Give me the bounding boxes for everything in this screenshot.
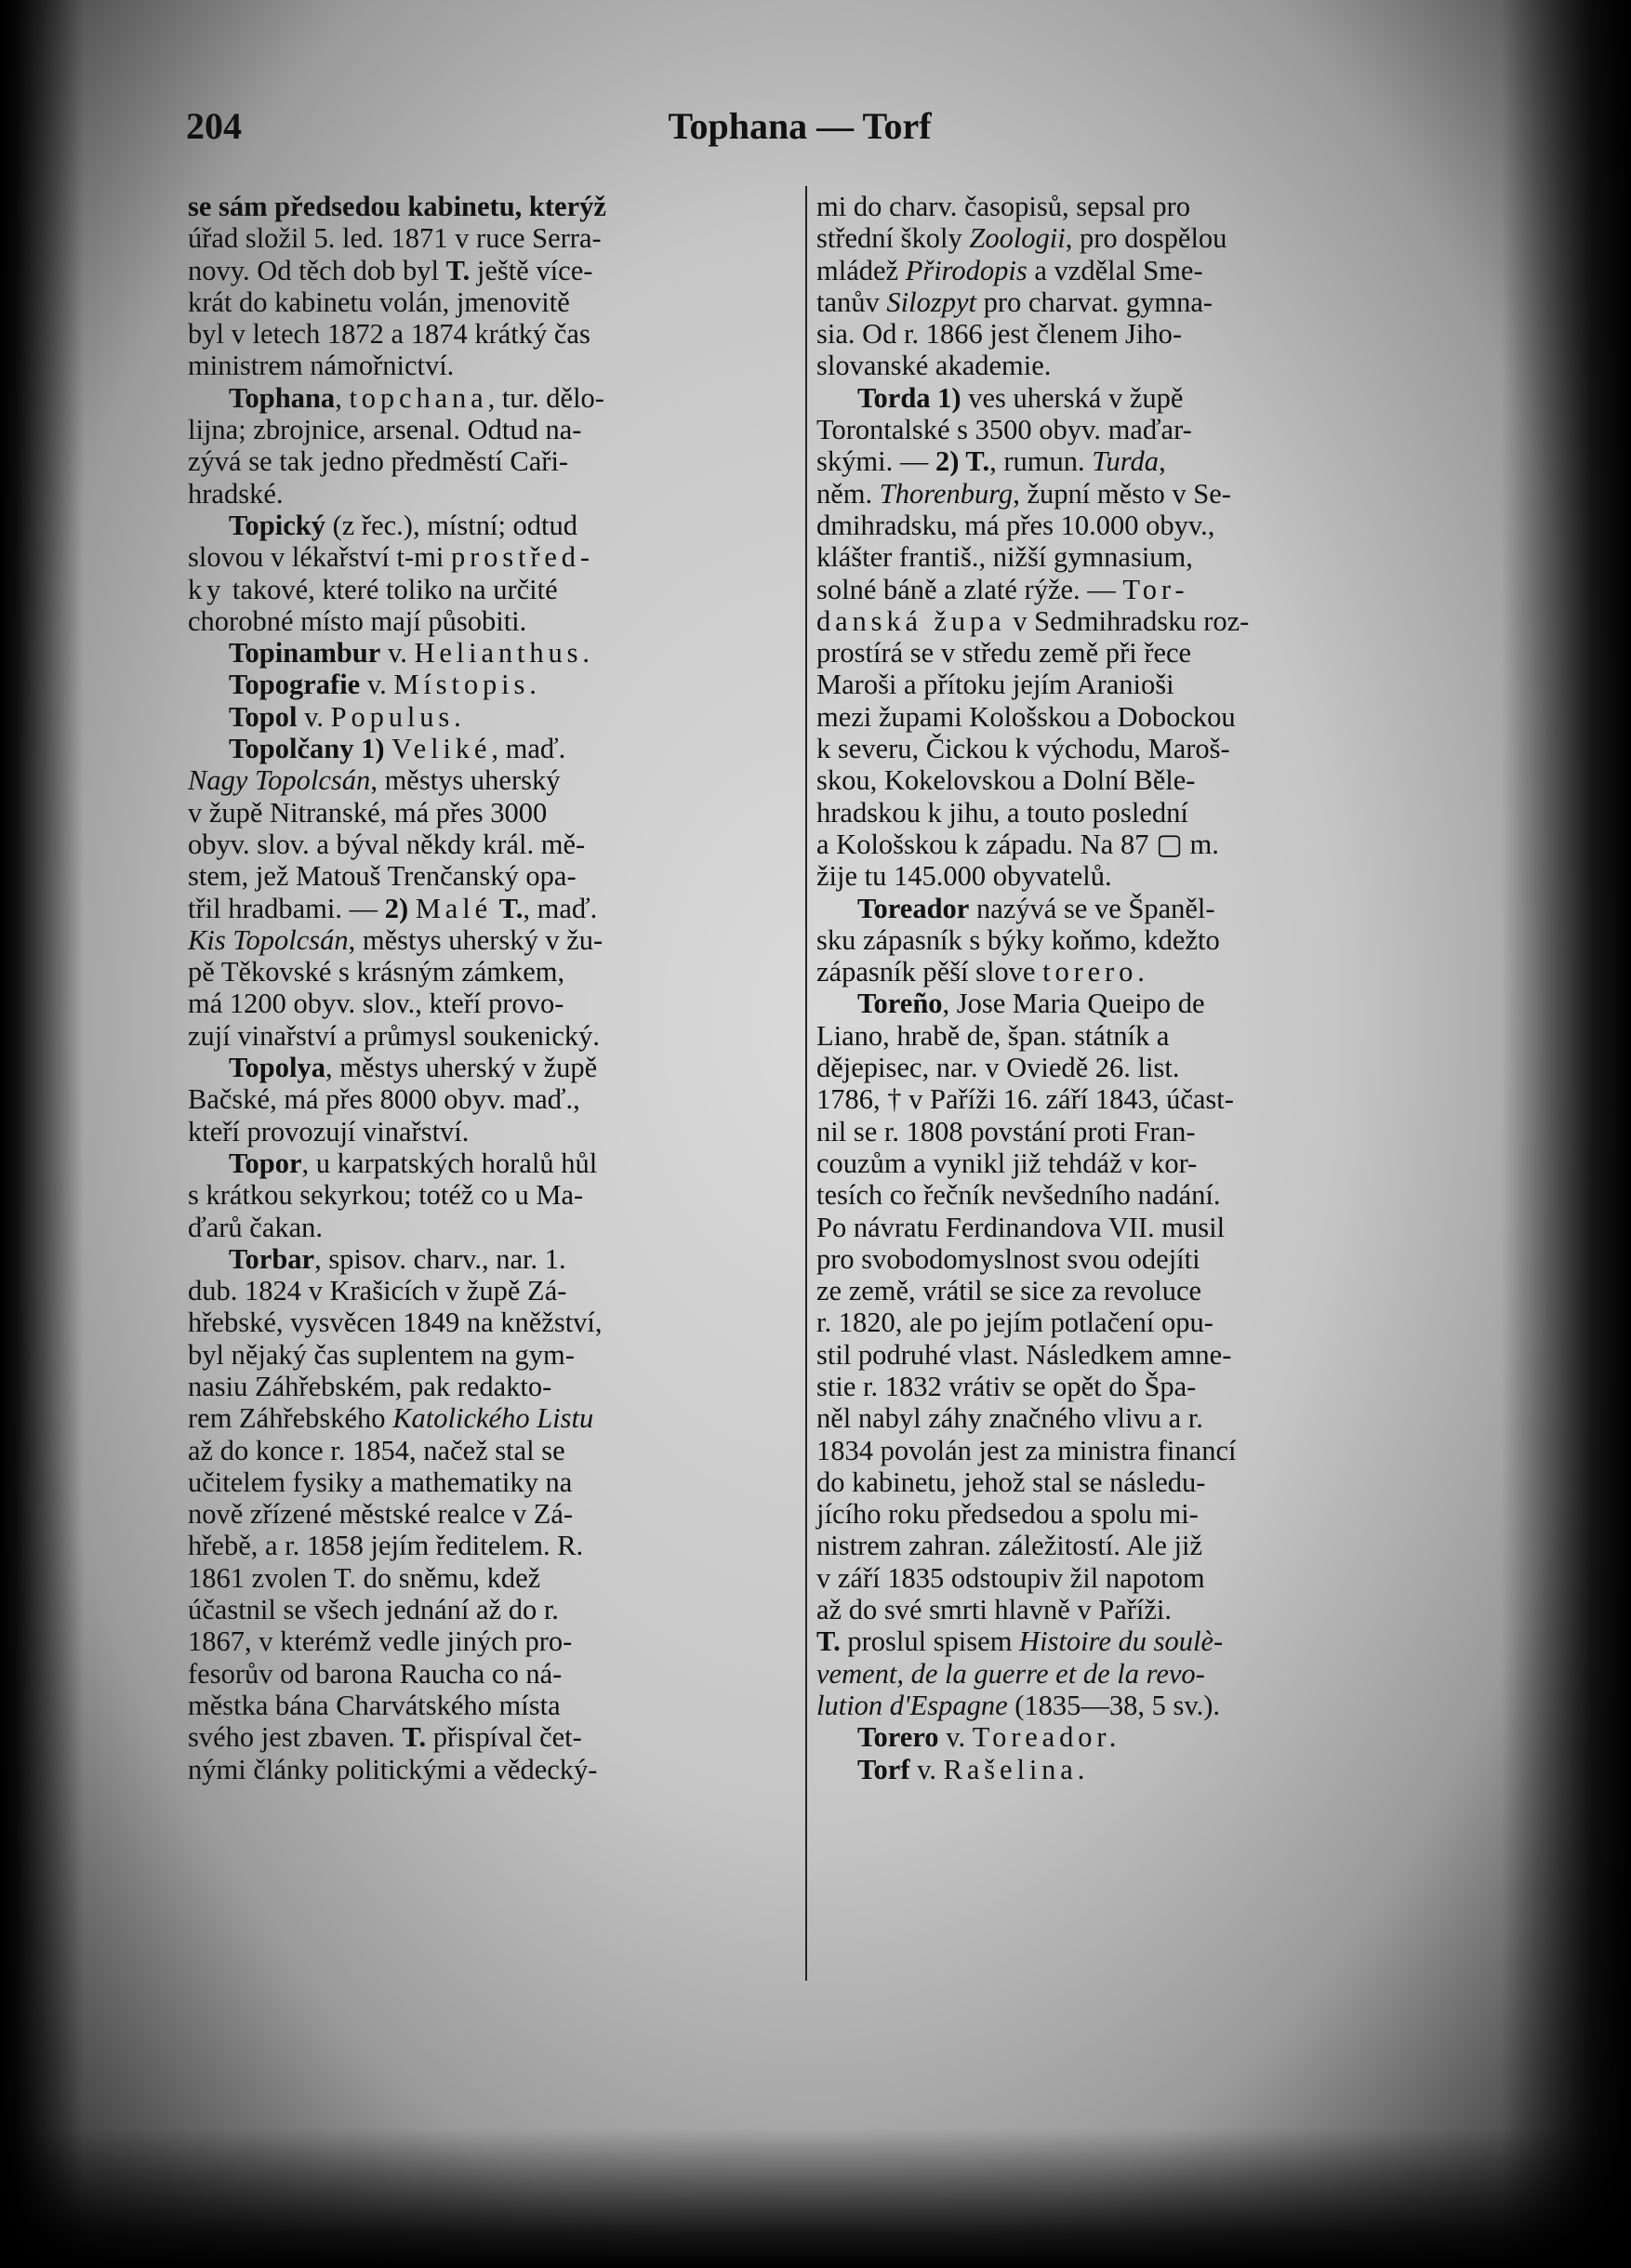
spaced-text: Tor- [1122,573,1189,605]
text-line [188,382,783,414]
body-text: v. [360,669,394,701]
text-line [188,637,783,669]
body-text: v. [938,1721,973,1754]
text-line [188,286,783,318]
text-line [188,574,783,605]
text-line [188,829,783,860]
body-text: má 1200 obyv. slov., kteří provo- [188,988,564,1020]
page-edge-shadow-right [1501,0,1631,2268]
text-line [188,255,783,286]
body-text: , městys uherský v župě [325,1052,598,1084]
text-line [188,318,783,350]
spaced-text: Toreador. [972,1721,1121,1754]
text-line [816,605,1412,637]
body-text [385,733,392,764]
text-line [816,1306,1412,1338]
body-text: solné báně a zlaté rýže. — [816,573,1123,605]
body-text: v září 1835 odstoupiv žil napotom [816,1561,1205,1594]
body-text: prostírá se v středu země při řece [816,637,1192,670]
text-line [816,1498,1412,1530]
entry-term: Topol [229,700,298,733]
text-line [188,1721,783,1753]
text-line [188,1371,783,1402]
text-line [188,605,783,637]
text-line [188,1275,783,1306]
entry-term: Torf [857,1753,910,1785]
body-text: nasiu Záhřebském, pak redakto- [188,1370,552,1402]
body-text: v Sedmihradsku roz- [1005,604,1250,637]
italic-text: Přirodopis [905,254,1028,286]
body-text: 1861 zvolen T. do sněmu, kdež [188,1561,541,1594]
body-text: Maroši a přítoku jejím Aranioši [816,669,1174,701]
body-text: takové, které toliko na určité [225,573,558,605]
body-text: , tur. dělo- [487,381,604,414]
body-text: rem Záhřebského [188,1402,393,1435]
text-line [816,318,1412,350]
body-text: , maď. [523,892,598,924]
text-line [188,510,783,541]
body-text: v. [380,637,415,670]
body-text: hradské. [188,477,284,510]
body-text: , župní město v Se- [1013,477,1231,510]
body-text: až do své smrti hlavně v Paříži. [816,1594,1172,1626]
text-line [188,669,783,700]
body-text: novy. Od těch dob byl [188,254,446,286]
entry-term: T. [498,892,524,924]
body-text: pro svobodomyslnost svou odejíti [816,1242,1200,1275]
body-text: slovou v lékařství t-mi [188,541,451,574]
text-line [188,1690,783,1721]
body-text: ďarů čakan. [188,1211,324,1243]
body-text: (1835—38, 5 sv.). [1007,1689,1221,1721]
spaced-text: Místopis. [393,669,541,701]
text-line [188,1562,783,1594]
entry-term: T. [816,1625,841,1658]
body-text: Torontalské s 3500 obyv. maďar- [816,414,1192,446]
italic-text: Kis Topolcsán [188,923,349,956]
spaced-text: topchana [349,381,488,414]
text-line [816,669,1412,700]
text-line [816,1466,1412,1498]
body-text: učitelem fysiky a mathematiky na [188,1466,573,1498]
text-line [816,637,1412,669]
body-text: stem, jež Matouš Trenčanský opa- [188,860,577,893]
entry-term: T. [402,1721,427,1754]
text-line [188,1052,783,1083]
running-head: Tophana — Torf [668,105,932,147]
entry-term: 2) [384,892,409,924]
entry-term: se sám předsedou kabinetu, kterýž [188,191,606,222]
text-line [188,1594,783,1625]
body-text: kteří provozují vinařství. [188,1115,470,1147]
body-text: tanův [816,285,887,318]
body-text: nil se r. 1808 povstání proti Fran- [816,1115,1196,1147]
body-text: obyv. slov. a býval někdy král. mě- [188,828,586,860]
body-text: sku zápasník s býky koňmo, kdežto [816,923,1220,956]
body-text: do kabinetu, jehož stal se následu- [816,1466,1206,1498]
body-text: zápasník pěší slove [816,956,1043,988]
spaced-text: Veliké [391,733,492,765]
text-line [816,541,1412,573]
text-line [816,414,1412,445]
body-text: nými články politickými a vědecký- [188,1753,598,1785]
body-text: až do konce r. 1854, načež stal se [188,1434,565,1466]
body-text: mi do charv. časopisů, sepsal pro [816,191,1191,222]
body-text: lijna; zbrojnice, arsenal. Odtud na- [188,414,582,446]
text-line [816,1721,1412,1753]
body-text: dmihradsku, má přes 10.000 obyv., [816,509,1215,541]
body-text: zývá se tak jedno předměstí Caři- [188,445,569,478]
left-column [188,191,783,1785]
entry-term: Topografie [229,669,361,701]
body-text: mládež [816,254,906,286]
entry-term: Torbar [229,1242,315,1275]
page-edge-shadow-left [0,0,84,2268]
italic-text: Thorenburg [879,477,1014,510]
italic-text: Zoologii [969,222,1066,255]
text-line [816,733,1412,764]
text-line [816,1116,1412,1147]
body-text: v. [297,700,331,733]
text-line [816,956,1412,988]
body-text: 1786, † v Paříži 16. září 1843, účast- [816,1083,1234,1116]
body-text: něm. [816,477,880,510]
text-line [816,1179,1412,1211]
text-line [816,510,1412,541]
entry-term: Toreador [857,892,970,924]
body-text: ves uherská v župě [961,381,1184,414]
text-line [188,1498,783,1530]
text-line [816,222,1412,254]
body-text: , spisov. charv., nar. 1. [314,1242,566,1275]
text-line [188,1402,783,1434]
text-line [188,1020,783,1052]
body-text: chorobné místo mají působiti. [188,604,527,637]
text-line [188,1530,783,1561]
text-line [188,797,783,829]
text-line [188,988,783,1019]
column-divider [805,186,807,1981]
text-line [188,893,783,924]
right-column [816,191,1412,1785]
body-text: proslul spisem [840,1625,1020,1658]
body-text: , [335,381,350,414]
body-text: hřebské, vysvěcen 1849 na kněžství, [188,1306,603,1339]
body-text: pě Těkovské s krásným zámkem, [188,956,565,988]
body-text: 1834 povolán jest za ministra financí [816,1434,1237,1466]
text-line [188,191,783,222]
italic-text: lution d'Espagne [816,1689,1008,1721]
text-line [816,255,1412,286]
spaced-text: danská župa [816,604,1006,637]
text-line [816,574,1412,605]
body-text: a vzdělal Sme- [1027,254,1203,286]
body-text: skými. — [816,445,935,478]
body-text: , maď. [491,733,566,765]
body-text: , městys uherský v žu- [348,923,603,956]
text-line [188,445,783,477]
text-line [816,1594,1412,1625]
italic-text: vement, de la guerre et de la revo- [816,1657,1205,1690]
text-line [816,924,1412,956]
body-text [408,893,416,924]
body-text: skou, Kokelovskou a Dolní Běle- [816,764,1196,797]
body-text [492,893,499,924]
body-text: a Kološskou k západu. Na 87 ▢ m. [816,828,1219,860]
body-text: úřad složil 5. led. 1871 v ruce Serra- [188,222,602,255]
entry-term: 2) T. [935,445,990,478]
entry-term: Topor [229,1147,302,1179]
text-line [188,956,783,988]
body-text: střední školy [816,222,970,255]
body-text: hřebě, a r. 1858 jejím ředitelem. R. [188,1530,584,1562]
body-text: , rumun. [989,445,1093,478]
spaced-text: Malé [415,892,493,924]
text-line [816,701,1412,733]
body-text: nazývá se ve Španěl- [969,892,1215,924]
body-text: s krátkou sekyrkou; totéž co u Ma- [188,1179,584,1212]
text-line [816,478,1412,510]
body-text: mezi župami Kološskou a Dobockou [816,700,1236,733]
body-text: tesích co řečník nevšedního nadání. [816,1179,1221,1212]
entry-term: Topický [229,509,325,541]
text-line [188,1083,783,1115]
body-text: , [1159,445,1166,478]
text-line [188,541,783,573]
spaced-text: prostřed- [450,541,594,574]
text-line [816,1275,1412,1306]
body-text: slovanské akademie. [816,350,1052,382]
text-line [816,1243,1412,1275]
text-line [816,829,1412,860]
entry-term: Topolčany 1) [229,733,385,765]
spaced-text: Populus. [330,700,466,733]
body-text: nově zřízené městské realce v Zá- [188,1498,574,1531]
page-number: 204 [186,105,242,147]
body-text: městka bána Charvátského místa [188,1689,561,1721]
text-line [188,1625,783,1657]
body-text: byl nějaký čas suplentem na gym- [188,1338,575,1371]
body-text: k severu, Čickou k východu, Maroš- [816,733,1230,765]
body-text: , městys uherský [370,764,561,797]
text-line [816,1371,1412,1402]
spaced-text: Rašelina. [943,1753,1090,1785]
entry-term: Topinambur [229,637,381,670]
text-line [816,1020,1412,1052]
body-text: účastnil se všech jednání až do r. [188,1594,559,1626]
text-line [188,1306,783,1338]
italic-text: Katolického Listu [392,1402,594,1435]
text-line [188,1754,783,1785]
italic-text: Nagy Topolcsán [188,764,371,797]
text-line [816,1435,1412,1466]
body-text: třil hradbami. — [188,892,385,924]
text-line [188,1339,783,1371]
body-text: dějepisec, nar. v Oviedě 26. list. [816,1052,1180,1084]
entry-term: Topolya [229,1052,325,1084]
text-line [816,1530,1412,1561]
body-text: žije tu 145.000 obyvatelů. [816,860,1112,893]
body-text: ještě více- [470,254,593,286]
body-text: přispíval čet- [426,1721,582,1754]
text-line [188,1243,783,1275]
text-line [188,478,783,510]
text-line [816,764,1412,796]
body-text: (z řec.), místní; odtud [325,509,578,541]
text-line [816,1339,1412,1371]
entry-term: T. [445,254,471,286]
body-text: stil podruhé vlast. Následkem amne- [816,1338,1232,1371]
text-line [816,860,1412,892]
text-line [188,1212,783,1243]
body-text: hradskou k jihu, a touto poslední [816,796,1188,829]
text-line [816,1562,1412,1594]
text-line [816,445,1412,477]
text-line [816,797,1412,829]
body-text: ministrem námořnictví. [188,350,455,382]
text-line [816,1147,1412,1179]
italic-text: Turda [1092,445,1160,478]
text-line [188,350,783,381]
body-text: Liano, hrabě de, špan. státník a [816,1019,1170,1052]
body-text: zují vinařství a průmysl soukenický. [188,1019,601,1052]
body-text: ze země, vrátil se sice za revoluce [816,1275,1202,1307]
text-line [816,988,1412,1019]
text-line [188,924,783,956]
page-header [186,104,1413,160]
text-line [188,860,783,892]
text-line [816,1625,1412,1657]
text-line [188,701,783,733]
text-line [188,222,783,254]
text-line [188,1435,783,1466]
text-line [188,1466,783,1498]
text-line [816,350,1412,381]
body-text: , u karpatských horalů hůl [301,1147,598,1179]
body-text: svého jest zbaven. [188,1721,403,1754]
text-line [816,893,1412,924]
text-line [816,191,1412,222]
body-text: fesorův od barona Raucha co ná- [188,1657,563,1690]
entry-term: Torero [857,1721,939,1754]
text-line [188,1179,783,1211]
body-text: , Jose Maria Queipo de [942,988,1205,1020]
text-line [188,1147,783,1179]
italic-text: Histoire du soulè- [1019,1625,1224,1658]
spaced-text: torero. [1042,956,1149,988]
body-text: dub. 1824 v Krašicích v župě Zá- [188,1275,567,1307]
text-line [816,1212,1412,1243]
text-line [188,414,783,445]
text-line [816,1754,1412,1785]
text-line [188,1116,783,1147]
text-line [816,382,1412,414]
text-line [816,1052,1412,1083]
page-edge-shadow-bottom [0,2129,1631,2268]
body-text: Bačské, má přes 8000 obyv. maď., [188,1083,580,1116]
text-line [816,1083,1412,1115]
spaced-text: ky [188,573,226,605]
text-line [816,1658,1412,1690]
entry-term: Toreño [857,988,943,1020]
body-text: 1867, v kterémž vedle jiných pro- [188,1625,573,1658]
spaced-text: Helianthus. [414,637,594,670]
body-text: pro charvat. gymna- [975,285,1213,318]
body-text: couzům a vynikl již tehdáž v kor- [816,1147,1198,1179]
body-text: sia. Od r. 1866 jest členem Jiho- [816,318,1183,351]
entry-term: Tophana [229,381,336,414]
body-text: Po návratu Ferdinandova VII. musil [816,1211,1226,1243]
body-text: v. [909,1753,944,1785]
text-line [816,1690,1412,1721]
body-text: něl nabyl záhy značného vlivu a r. [816,1402,1203,1435]
body-text: r. 1820, ale po jejím potlačení opu- [816,1306,1213,1339]
text-line [816,286,1412,318]
body-text: byl v letech 1872 a 1874 krátký čas [188,318,590,351]
body-text: v župě Nitranské, má přes 3000 [188,796,548,829]
body-text: jícího roku předsedou a spolu mi- [816,1498,1199,1531]
body-text: krát do kabinetu volán, jmenovitě [188,285,570,318]
body-text: stie r. 1832 vrátiv se opět do Špa- [816,1370,1197,1402]
text-line [188,733,783,764]
body-text: nistrem zahran. záležitostí. Ale již [816,1530,1202,1562]
entry-term: Torda 1) [857,381,961,414]
text-line [816,1402,1412,1434]
body-text: , pro dospělou [1065,222,1227,255]
text-line [188,1658,783,1690]
text-line [188,764,783,796]
italic-text: Silozpyt [886,285,976,318]
body-text: klášter františ., nižší gymnasium, [816,541,1193,574]
